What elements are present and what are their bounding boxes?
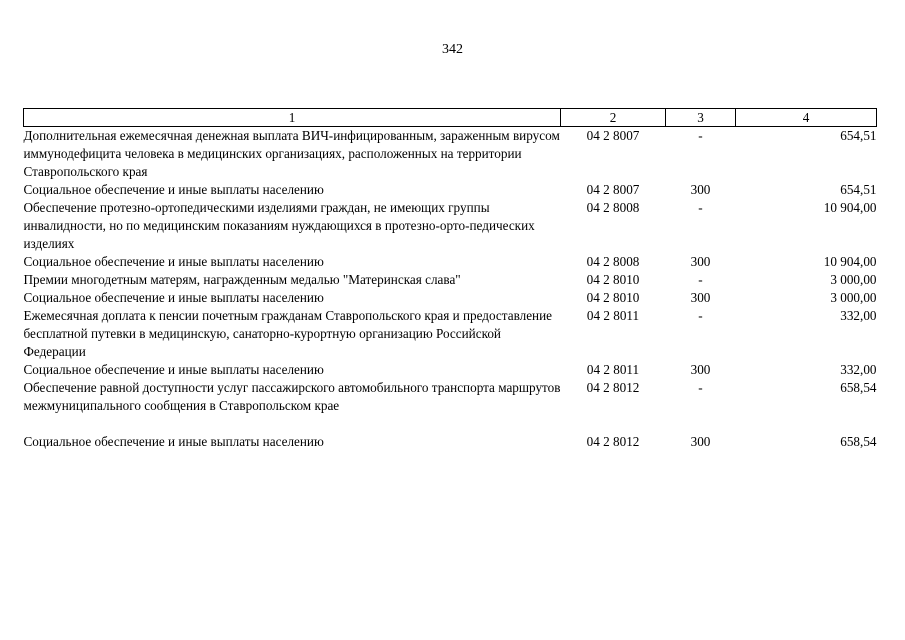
row-name: Социальное обеспечение и иные выплаты населению	[23, 182, 324, 197]
row-type: -	[698, 272, 703, 287]
row-type: -	[698, 128, 703, 143]
row-amount: 332,00	[840, 308, 877, 323]
row-code: 04 2 8007	[586, 128, 640, 143]
row-code: 04 2 8011	[586, 308, 640, 323]
row-type: 300	[690, 362, 711, 377]
table-row	[24, 361, 877, 379]
row-name: Ежемесячная доплата к пенсии почетным гражданам Ставропольского края и предоставление бесплатной путевки в медицинскую, санаторно-курортную организацию Российской Федерации	[23, 308, 553, 359]
budget-table	[23, 108, 877, 451]
row-type: -	[698, 380, 703, 395]
column-header-3: 3	[666, 109, 736, 127]
column-header-1: 1	[24, 109, 561, 127]
row-name: Социальное обеспечение и иные выплаты населению	[23, 362, 324, 377]
row-type: 300	[690, 182, 711, 197]
row-type: -	[698, 200, 703, 215]
row-code: 04 2 8012	[586, 380, 640, 395]
row-code: 04 2 8010	[586, 272, 640, 287]
row-type: 300	[690, 254, 711, 269]
column-header-2: 2	[561, 109, 666, 127]
row-name: Дополнительная ежемесячная денежная выплата ВИЧ-инфицированным, зараженным вирусом иммунодефицита человека в медицинских организациях, расположенных на территории Ставропольского края	[23, 128, 560, 179]
row-name: Обеспечение протезно-ортопедическими изделиями граждан, не имеющих группы инвалидности, но по медицинским показаниям нуждающихся в протезно-орто-педических изделиях	[23, 200, 535, 251]
table-row	[24, 181, 877, 199]
row-code: 04 2 8008	[586, 254, 640, 269]
row-name: Обеспечение равной доступности услуг пассажирского автомобильного транспорта маршрутов межмуниципального сообщения в Ставропольском крае	[23, 380, 561, 413]
row-name: Социальное обеспечение и иные выплаты населению	[23, 290, 324, 305]
row-type: -	[698, 308, 703, 323]
row-type: 300	[690, 290, 711, 305]
row-amount: 332,00	[840, 362, 877, 377]
row-amount: 658,54	[840, 380, 877, 395]
row-name: Социальное обеспечение и иные выплаты населению	[23, 434, 324, 449]
row-name: Премии многодетным матерям, награжденным медалью "Материнская слава"	[23, 272, 461, 287]
row-code: 04 2 8008	[586, 200, 640, 215]
column-header-4: 4	[736, 109, 877, 127]
row-amount: 10 904,00	[823, 254, 877, 269]
row-code: 04 2 8012	[586, 434, 640, 449]
row-name: Социальное обеспечение и иные выплаты населению	[23, 254, 324, 269]
row-type: 300	[690, 434, 711, 449]
table-header-row	[24, 109, 877, 127]
row-amount: 3 000,00	[830, 272, 877, 287]
row-code: 04 2 8010	[586, 290, 640, 305]
row-amount: 658,54	[840, 434, 877, 449]
table-row	[24, 271, 877, 289]
row-amount: 654,51	[840, 182, 877, 197]
table-row	[24, 307, 877, 361]
row-code: 04 2 8007	[586, 182, 640, 197]
page-number: 342	[442, 42, 463, 57]
table-row	[24, 127, 877, 182]
row-amount: 3 000,00	[830, 290, 877, 305]
row-amount: 654,51	[840, 128, 877, 143]
table-row	[24, 289, 877, 307]
table-row	[24, 199, 877, 253]
row-code: 04 2 8011	[586, 362, 640, 377]
table-row	[24, 379, 877, 415]
table-row	[24, 253, 877, 271]
table-row	[24, 415, 877, 451]
row-amount: 10 904,00	[823, 200, 877, 215]
